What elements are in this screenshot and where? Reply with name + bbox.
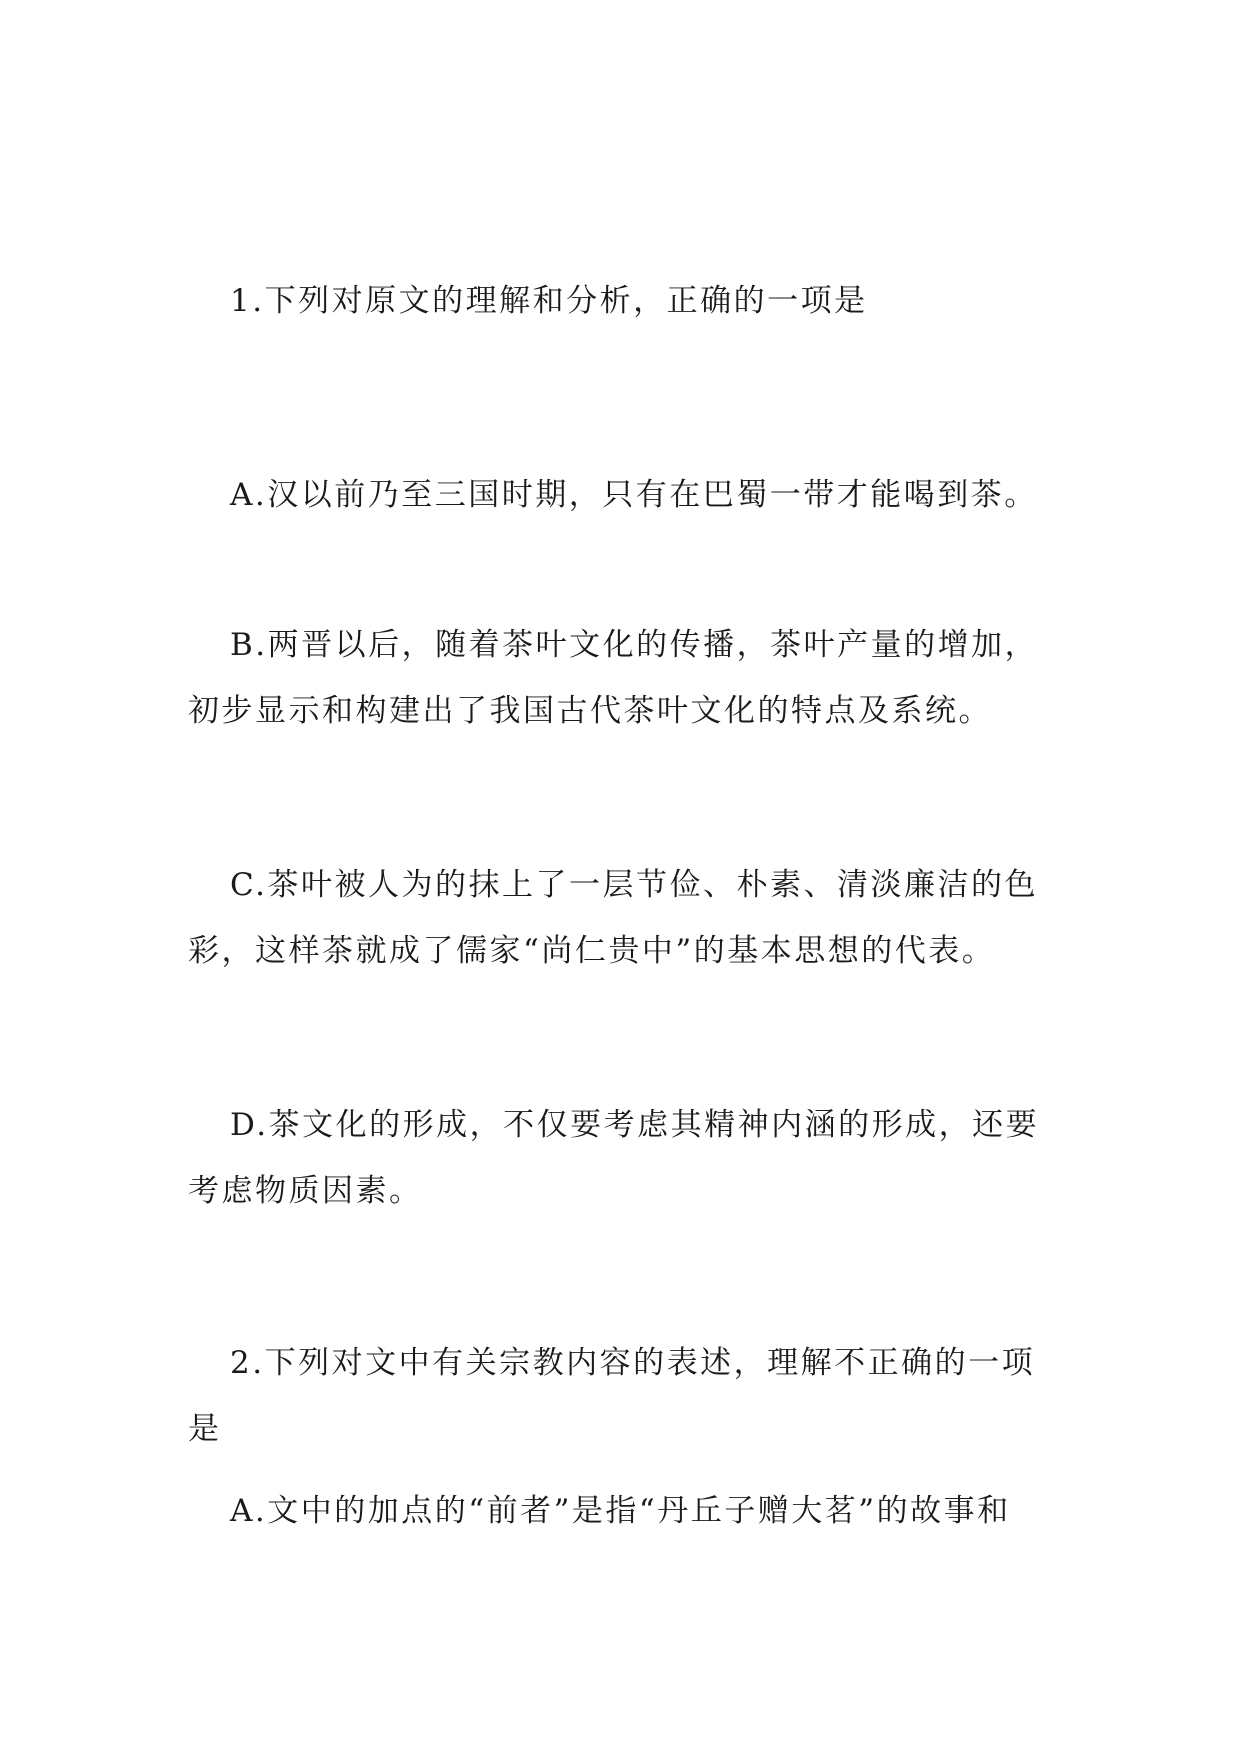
question-1-option-c: C.茶叶被人为的抹上了一层节俭、朴素、清淡廉洁的色彩，这样茶就成了儒家“尚仁贵中”的基本思想的代表。 bbox=[188, 867, 1038, 969]
question-1-option-a: A.汉以前乃至三国时期，只有在巴蜀一带才能喝到茶。 bbox=[230, 477, 1038, 513]
question-1-option-d: D.茶文化的形成，不仅要考虑其精神内涵的形成，还要考虑物质因素。 bbox=[188, 1107, 1040, 1209]
question-2-stem: 2.下列对文中有关宗教内容的表述，理解不正确的一项是 bbox=[188, 1345, 1036, 1447]
question-1-stem: 1.下列对原文的理解和分析，正确的一项是 bbox=[230, 283, 868, 319]
question-2-option-a: A.文中的加点的“前者”是指“丹丘子赠大茗”的故事和 bbox=[230, 1493, 1011, 1529]
question-1-option-b: B.两晋以后，随着茶叶文化的传播，茶叶产量的增加，初步显示和构建出了我国古代茶叶文化的特点及系统。 bbox=[188, 627, 1039, 729]
